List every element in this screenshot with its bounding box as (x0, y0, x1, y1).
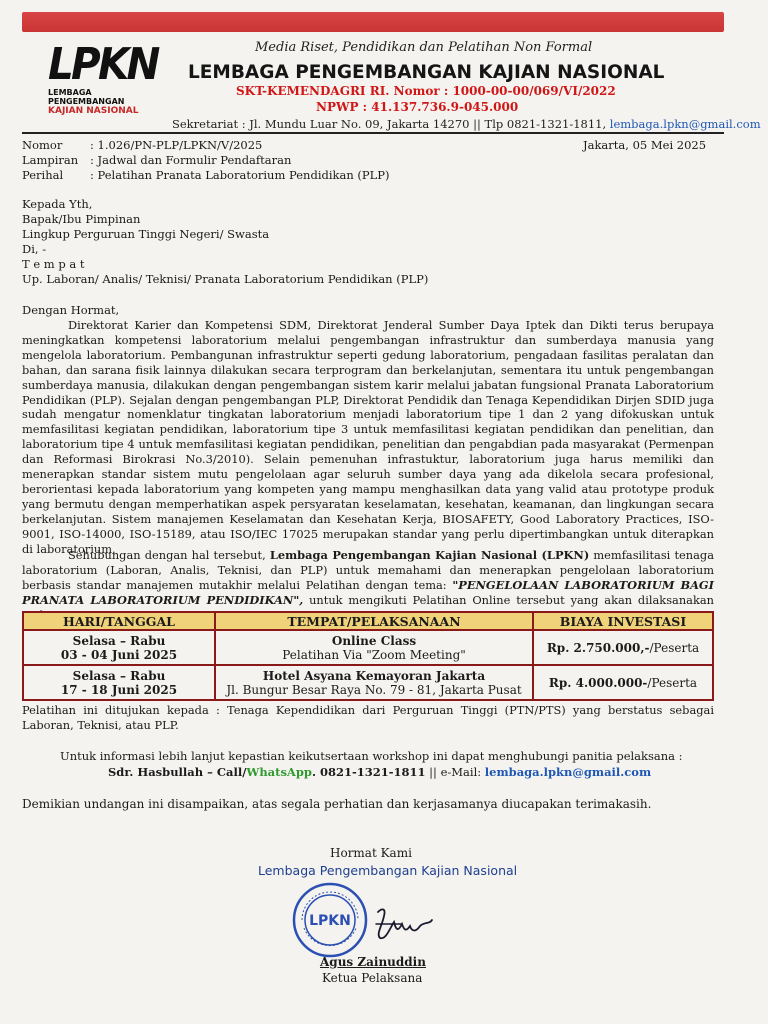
schedule-day-cell (23, 630, 215, 665)
secretariat-address (172, 117, 761, 131)
logo-subtitle-2: KAJIAN NASIONAL (48, 106, 139, 116)
lpkn-logo (48, 39, 158, 116)
contact-line (108, 765, 651, 779)
meta-perihal (22, 168, 390, 182)
recipient-line-5: T e m p a t (22, 257, 85, 271)
recipient-line-6: Up. Laboran/ Analis/ Teknisi/ Pranata Laboratorium Pendidikan (PLP) (22, 272, 429, 286)
schedule-fee-unit: /Peserta (649, 640, 700, 655)
table-row (23, 665, 713, 700)
letter-date: Jakarta, 05 Mei 2025 (583, 138, 707, 152)
header-email-link[interactable]: lembaga.lpkn@gmail.com (609, 117, 761, 131)
nomor-value: : 1.026/PN-PLP/LPKN/V/2025 (90, 138, 263, 152)
closing-sentence: Demikian undangan ini disampaikan, atas segala perhatian dan kerjasamanya diucapakan terimakasih. (22, 797, 652, 811)
schedule-date: 17 - 18 Juni 2025 (60, 682, 178, 697)
logo-subtitle-1: LEMBAGA PENGEMBANGAN (48, 88, 125, 106)
regards: Hormat Kami (330, 846, 412, 860)
lampiran-label: Lampiran (22, 153, 79, 167)
address-text: Sekretariat : Jl. Mundu Luar No. 09, Jakarta 14270 || Tlp 0821-1321-1811, (172, 117, 610, 131)
info-contact: Untuk informasi lebih lanjut kepastian keikutsertaan workshop ini dapat menghubungi panitia pelaksana : (60, 749, 683, 763)
training-theme: "PENGELOLAAN LABORATORIUM BAGI PRANATA LABORATORIUM PENDIDIKAN", (22, 577, 714, 607)
lampiran-value: : Jadwal dan Formulir Pendaftaran (90, 153, 292, 167)
paragraph-2-org: Lembaga Pengembangan Kajian Nasional (LPKN) (269, 548, 590, 562)
schedule-fee: Rp. 2.750.000,- (546, 640, 650, 655)
npwp-number: NPWP : 41.137.736.9-045.000 (316, 100, 519, 114)
schedule-place: Online Class (331, 633, 417, 648)
schedule-day: Selasa – Rabu (72, 668, 166, 683)
lpkn-stamp (290, 880, 370, 960)
paragraph-2-text-a: Sehubungan dengan hal tersebut, (68, 548, 270, 562)
header-day-date: HARI/TANGGAL (23, 612, 215, 630)
schedule-place: Hotel Asyana Kemayoran Jakarta (262, 668, 486, 683)
paragraph-2-text-c: untuk mengikuti Pelatihan Online tersebut yang akan dilaksanakan (309, 592, 714, 607)
schedule-header-row (23, 612, 713, 630)
header-divider (22, 132, 724, 134)
organization-name: LEMBAGA PENGEMBANGAN KAJIAN NASIONAL (188, 62, 665, 83)
schedule-fee-cell (533, 630, 713, 665)
schedule-place-cell (215, 665, 533, 700)
stamp-text: LPKN (309, 913, 351, 929)
perihal-value: : Pelatihan Pranata Laboratorium Pendidikan (PLP) (90, 168, 390, 182)
schedule-day-cell (23, 665, 215, 700)
signatory-name: Agus Zainuddin (320, 955, 426, 969)
skt-number: SKT-KEMENDAGRI RI. Nomor : 1000-00-00/069/VI/2022 (236, 84, 616, 98)
meta-nomor (22, 138, 262, 152)
schedule-place-sub: Pelatihan Via "Zoom Meeting" (282, 647, 466, 662)
schedule-table (22, 611, 714, 701)
schedule-day: Selasa – Rabu (72, 633, 166, 648)
table-row (23, 630, 713, 665)
contact-name: Sdr. Hasbullah – Call/ (108, 765, 247, 779)
header-red-bar (22, 12, 724, 32)
contact-email-link[interactable]: lembaga.lpkn@gmail.com (484, 765, 652, 779)
perihal-label: Perihal (22, 168, 64, 182)
contact-separator: || e-Mail: (425, 765, 485, 779)
schedule-fee-cell (533, 665, 713, 700)
header-fee: BIAYA INVESTASI (533, 612, 713, 630)
whatsapp-link[interactable]: WhatsApp (246, 765, 312, 779)
logo-mark: LPKN (48, 39, 158, 90)
nomor-label: Nomor (22, 138, 63, 152)
signature-org: Lembaga Pengembangan Kajian Nasional (258, 863, 518, 878)
target-audience: Pelatihan ini ditujukan kepada : Tenaga Kependidikan dari Perguruan Tinggi (PTN/PTS) yang berstatus sebagai Laboran, Teknisi, atau PLP. (22, 703, 714, 732)
paragraph-1-text: Direktorat Karier dan Kompetensi SDM, Direktorat Jenderal Sumber Daya Iptek dan Dikti terus berupaya meningkatkan kompetensi laboratorium melalui pengembangan infrastruktur dan sumberdaya manusia yang mengelola laboratorium. Pembangunan infrastruktur seperti gedung laboratorium, pengadaan fasilitas peralatan dan bahan, dan sarana fisik lainnya dilakukan secara terprogram dan berkelanjutan, sementara itu untuk pengembangan sumberdaya manusia, dilakukan dengan pengembangan sistem karir melalui jabatan fungsional Pranata Laboratorium Pendidikan (PLP). Sejalan dengan pengembangan PLP, Direktorat Pendidik dan Tenaga Kependidikan Dirjen SDID juga sudah mengatur nomenklatur tingkatan laboratorium menjadi laboratorium tipe 1 dan 2 yang difokuskan untuk memfasilitasi kegiatan pendidikan, laboratorium tipe 3 untuk memfasilitasi kegiatan pendidikan dan penelitian, dan laboratorium tipe 4 untuk memfasilitasi kegiatan pendidikan, penelitian dan pengabdian pada masyarakat (Permenpan dan Reformasi Birokrasi No.3/2010). Selain pemenuhan infrastuktur, laboratorium juga harus memiliki dan menerapkan standar sistem mutu pengelolaan agar seluruh sumber daya yang ada dikelola secara profesional, berorientasi kepada laboratorium yang kompeten yang mampu menghasilkan data yang valid atau prototype produk yang bermutu dengan memperhatikan aspek persyaratan keselamatan, kesehatan, keamanan, dan lingkungan secara berkelanjutan. Sistem manajemen Keselamatan dan Kesehatan Kerja, BIOSAFETY, Good Laboratory Practices, ISO-9001, ISO-14000, ISO-15189, atau ISO/IEC 17025 merupakan standar yang perlu dipertimbangkan untuk diterapkan di laboratorium. (22, 318, 714, 556)
schedule-fee-unit: /Peserta (647, 675, 698, 690)
tagline: Media Riset, Pendidikan dan Pelatihan Non Formal (255, 40, 593, 55)
signatory-role: Ketua Pelaksana (322, 971, 423, 985)
contact-phone: . 0821-1321-1811 (311, 765, 426, 779)
schedule-place-sub: Jl. Bungur Besar Raya No. 79 - 81, Jakarta Pusat (226, 682, 522, 697)
paragraph-1 (22, 318, 714, 557)
paragraph-2-text-b: memfasilitasi tenaga laboratorium (Laboran, Analis, Teknisi, dan PLP) untuk memahami dan menerapkan pengelolaan laboratorium berbasis standar manajemen mutakhir melalui Pelatihan dengan tema: (22, 548, 714, 592)
schedule-date: 03 - 04 Juni 2025 (60, 647, 178, 662)
schedule-fee: Rp. 4.000.000- (548, 675, 648, 690)
salutation: Dengan Hormat, (22, 303, 120, 317)
header-place: TEMPAT/PELAKSANAAN (215, 612, 533, 630)
recipient-line-3: Lingkup Perguruan Tinggi Negeri/ Swasta (22, 227, 270, 241)
meta-lampiran (22, 153, 291, 167)
recipient-line-2: Bapak/Ibu Pimpinan (22, 212, 141, 226)
schedule-place-cell (215, 630, 533, 665)
recipient-line-4: Di, - (22, 242, 47, 256)
recipient-line-1: Kepada Yth, (22, 197, 93, 211)
handwritten-signature (372, 904, 436, 944)
